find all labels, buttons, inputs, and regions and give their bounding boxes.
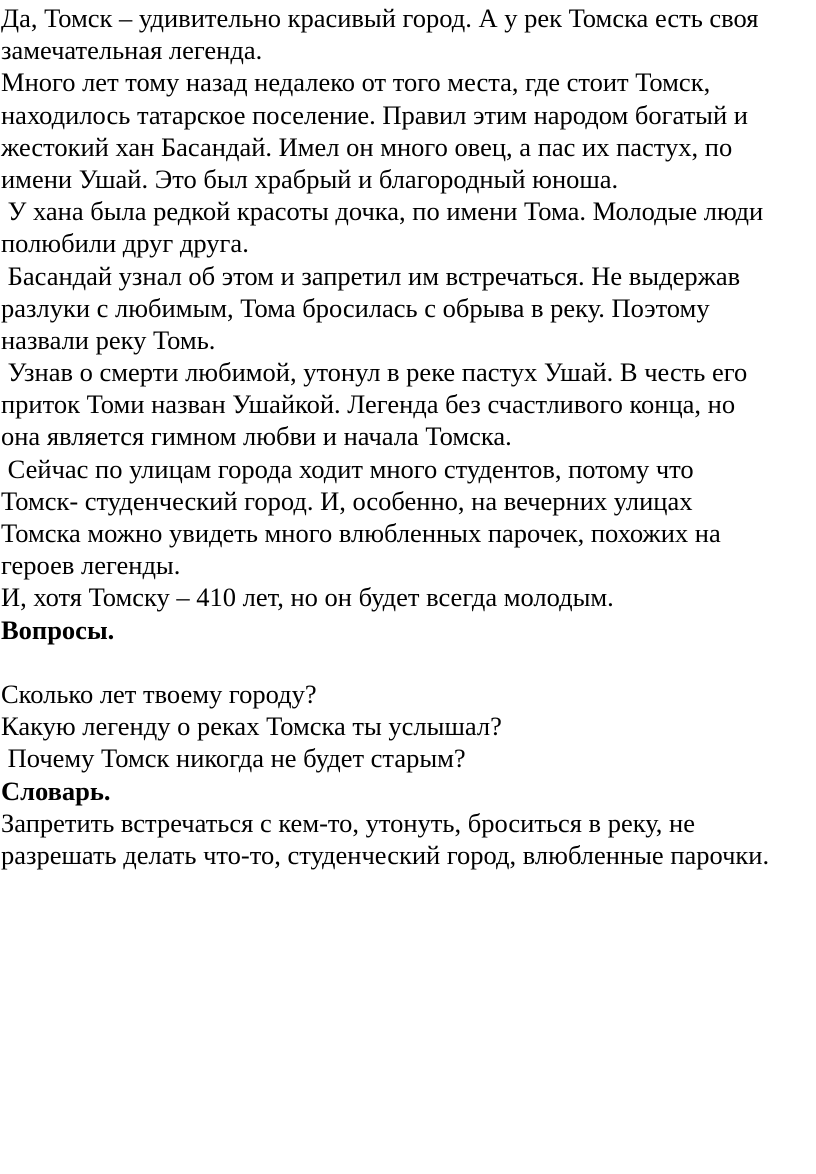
text-line: полюбили друг друга.	[1, 228, 249, 259]
text-line: жестокий хан Басандай. Имел он много овец, а пас их пастух, по	[1, 131, 733, 162]
text-line: замечательная легенда.	[1, 35, 263, 66]
vocabulary-line: разрешать делать что-то, студенческий город, влюбленные парочки.	[1, 839, 770, 870]
text-line: Сейчас по улицам города ходит много студентов, потому что	[1, 453, 694, 484]
text-line: Томска можно увидеть много влюбленных парочек, похожих на	[1, 518, 721, 548]
text-line: находилось татарское поселение. Правил этим народом богатый и	[1, 99, 748, 130]
questions-list	[1, 678, 813, 775]
text-line: Басандай узнал об этом и запретил им встречаться. Не выдержав	[1, 260, 741, 291]
text-line: назвали реку Томь.	[1, 324, 216, 355]
question-item: Почему Томск никогда не будет старым?	[1, 743, 466, 774]
text-line: И, хотя Томску – 410 лет, но он будет всегда молодым.	[1, 582, 614, 613]
text-line: Томск- студенческий город. И, особенно, на вечерних улицах	[1, 485, 693, 516]
text-line: героев легенды.	[1, 550, 181, 581]
text-line: Много лет тому назад недалеко от того места, где стоит Томск,	[1, 67, 711, 98]
vocabulary-text	[1, 807, 813, 871]
text-line: приток Томи назван Ушайкой. Легенда без счастливого конца, но	[1, 389, 736, 420]
vocabulary-heading: Словарь.	[1, 775, 111, 806]
text-line: Узнав о смерти любимой, утонул в реке пастух Ушай. В честь его	[1, 357, 748, 388]
story-text	[1, 2, 813, 614]
text-line: разлуки с любимым, Тома бросилась с обрыва в реку. Поэтому	[1, 292, 710, 323]
text-line: она является гимном любви и начала Томска.	[1, 421, 512, 452]
questions-heading: Вопросы.	[1, 614, 115, 645]
vocabulary-line: Запретить встречаться с кем-то, утонуть, броситься в реку, не	[1, 807, 695, 838]
text-line: Да, Томск – удивительно красивый город. А у рек Томска есть своя	[1, 3, 759, 33]
text-line: У хана была редкой красоты дочка, по имени Тома. Молодые люди	[1, 196, 764, 227]
blank-line	[1, 646, 813, 678]
document-content	[1, 2, 813, 871]
question-item: Сколько лет твоему городу?	[1, 678, 317, 709]
text-line: имени Ушай. Это был храбрый и благородный юноша.	[1, 163, 619, 194]
question-item: Какую легенду о реках Томска ты услышал?	[1, 711, 502, 742]
